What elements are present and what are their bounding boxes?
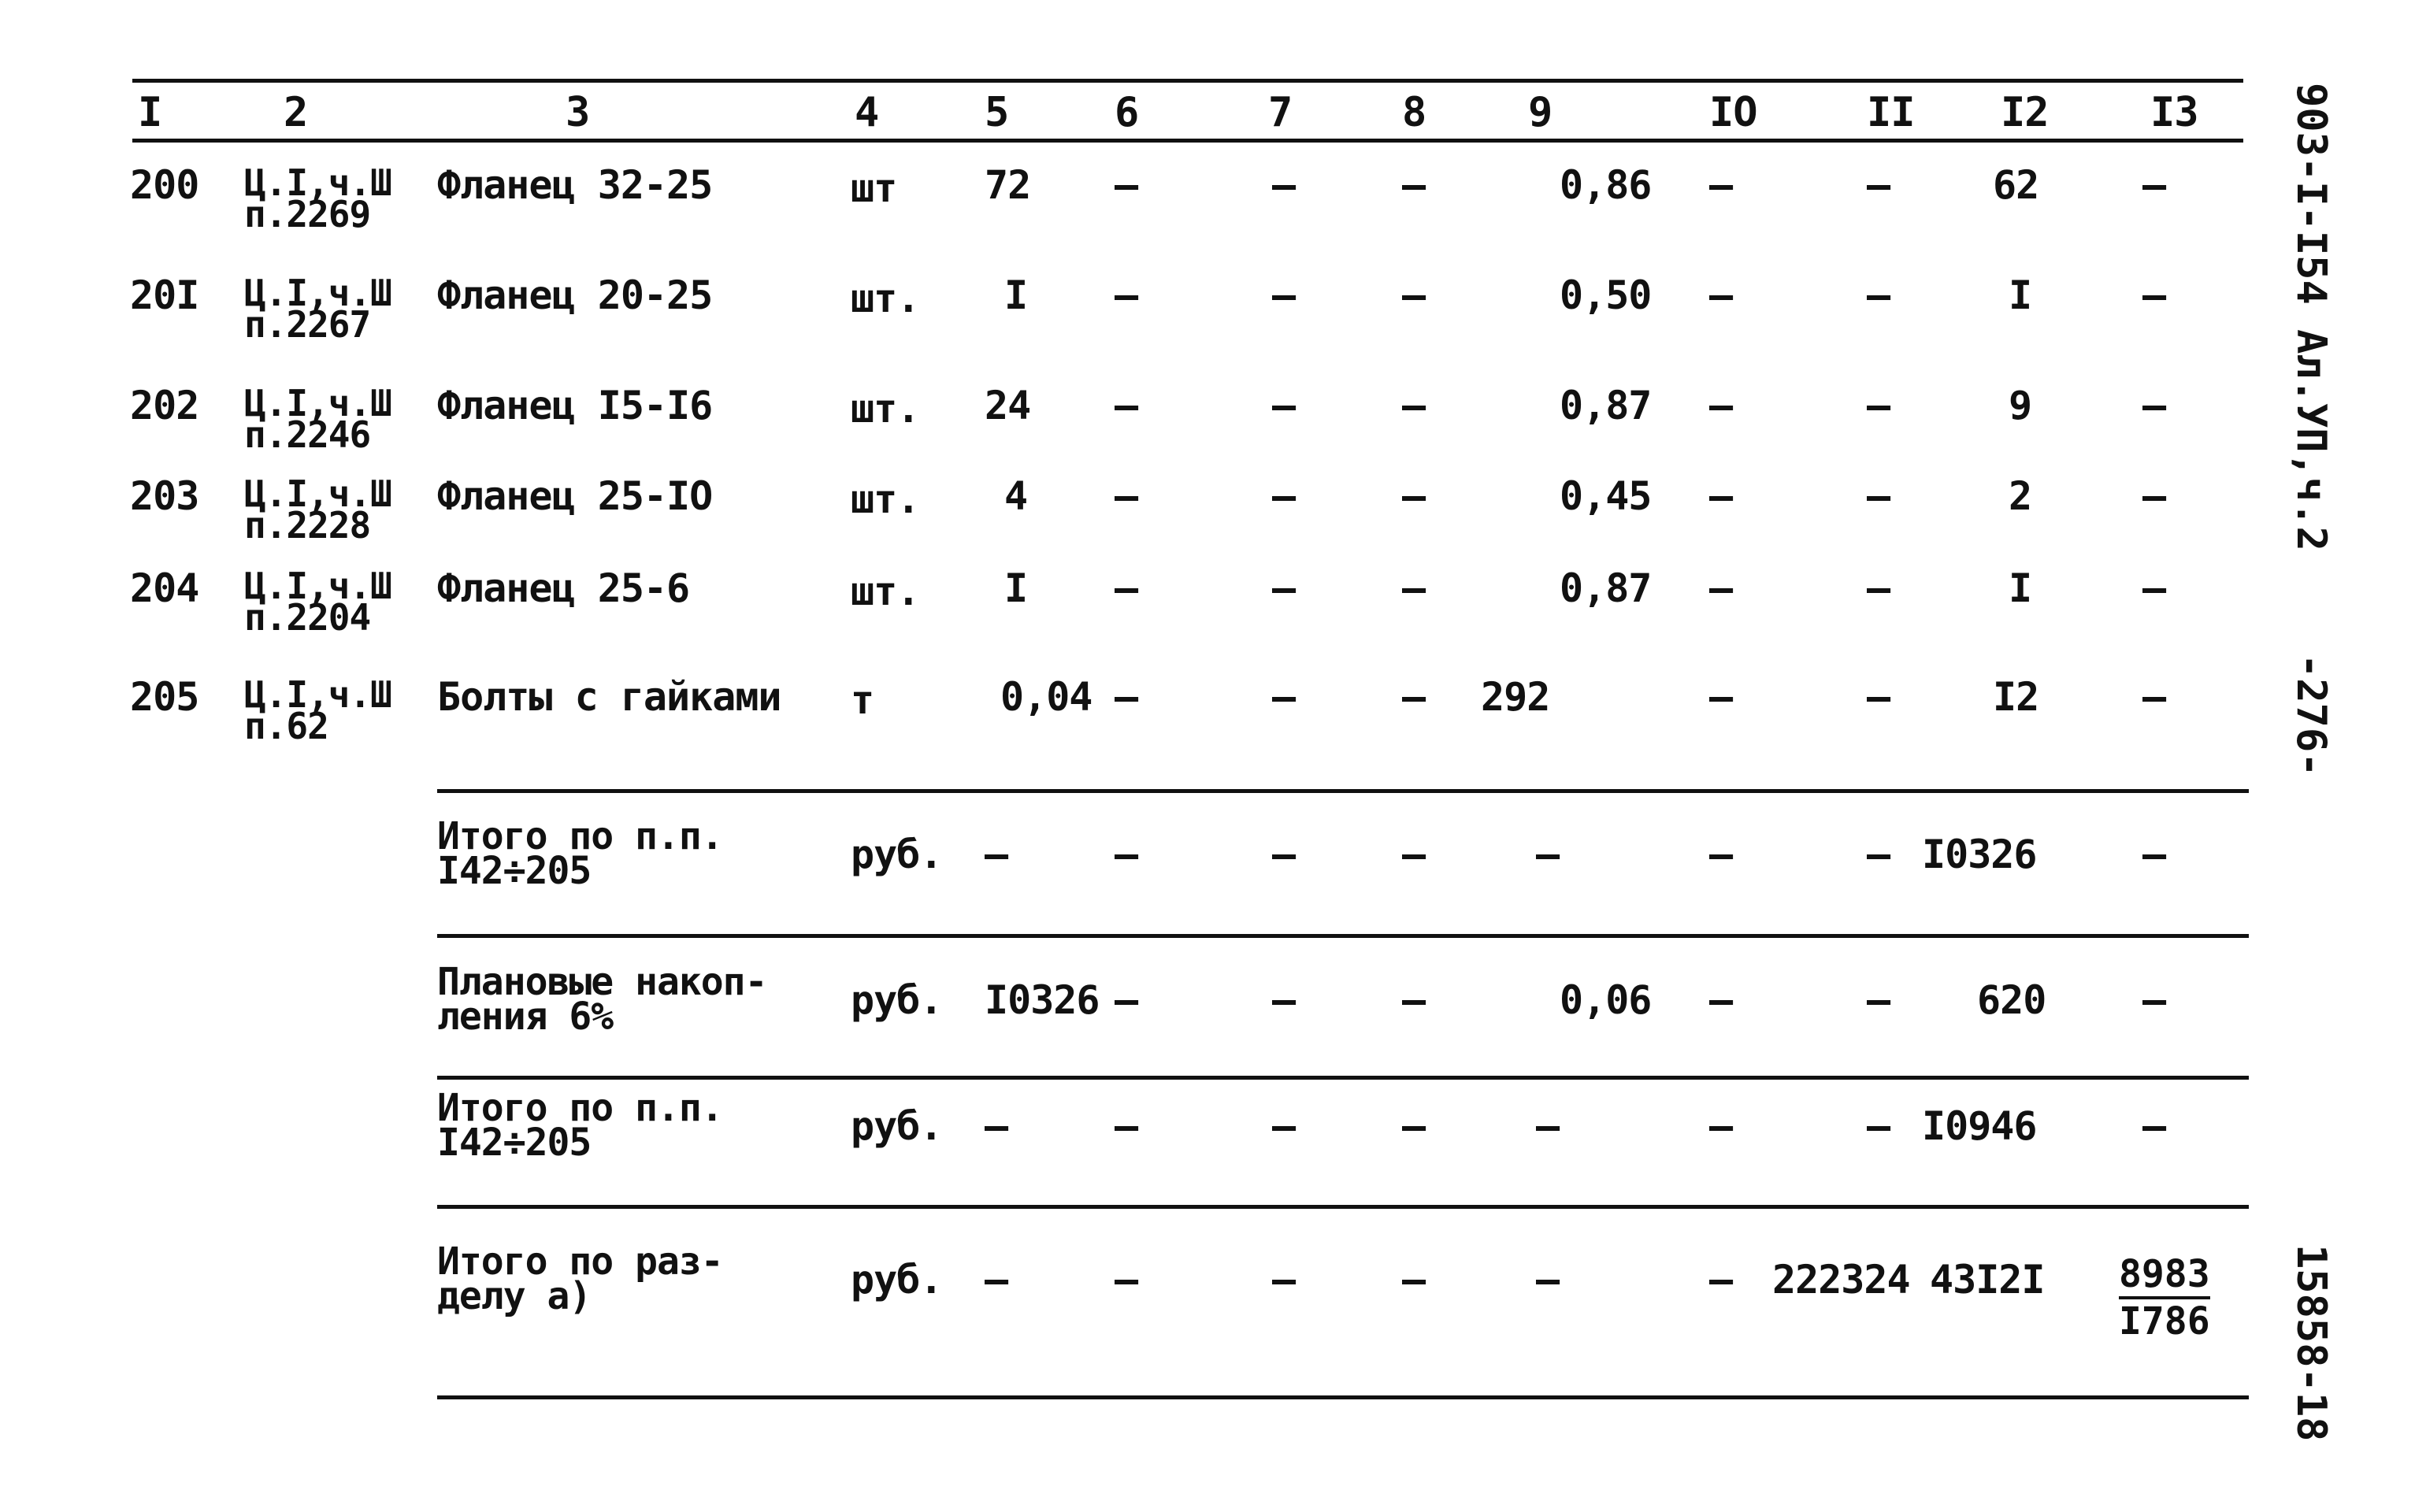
col-header-11: II: [1867, 89, 1915, 136]
row-col-11: –: [1867, 272, 1890, 318]
summary-col-8: –: [1402, 977, 1426, 1023]
summary-unit: руб.: [851, 1257, 943, 1303]
summary-label-line-2: I42÷205: [437, 849, 592, 893]
row-col-13: –: [2142, 674, 2166, 720]
row-col-12: I2: [1993, 674, 2039, 720]
row-col-5: 24: [985, 383, 1031, 428]
row-col-13: –: [2142, 272, 2166, 318]
col-header-9: 9: [1528, 89, 1552, 136]
col-header-7: 7: [1268, 89, 1293, 136]
row-col-8: –: [1402, 565, 1426, 611]
row-col-11: –: [1867, 473, 1890, 519]
row-col-6: –: [1115, 473, 1138, 519]
row-unit: т: [851, 677, 874, 723]
row-code-line-1: Ц.I,ч.Ш: [244, 673, 391, 716]
row-code: [244, 272, 391, 346]
summary-label: [437, 1240, 723, 1318]
fraction-denominator: I786: [2119, 1299, 2210, 1343]
summary-col-8: –: [1402, 1257, 1426, 1303]
summary-col-6: –: [1115, 1103, 1138, 1149]
row-col-10: –: [1709, 565, 1733, 611]
row-name: Болты с гайками: [437, 674, 781, 720]
col-header-10: IO: [1709, 89, 1757, 136]
summary-col-9: –: [1536, 1103, 1560, 1149]
summary-col-13: –: [2142, 832, 2166, 877]
summary-rule-3: [437, 1205, 2249, 1209]
summary-col-11: –: [1867, 832, 1890, 877]
summary-label-line-1: Итого по п.п.: [437, 814, 723, 858]
summary-label-line-1: Плановые накоп-: [437, 960, 767, 1004]
row-name: Фланец 20-25: [437, 272, 713, 318]
summary-label-line-1: Итого по п.п.: [437, 1086, 723, 1130]
col-header-3: 3: [566, 89, 590, 136]
row-col-12: I: [2009, 565, 2032, 611]
row-col-9: 292: [1481, 674, 1550, 720]
summary-col-7: –: [1272, 1257, 1296, 1303]
col-header-1: I: [138, 89, 162, 136]
fraction-numerator: 8983: [2119, 1252, 2210, 1299]
row-col-11: –: [1867, 674, 1890, 720]
summary-col-10: –: [1709, 977, 1733, 1023]
row-number: 200: [130, 162, 199, 208]
summary-col-11: 222324: [1772, 1257, 1910, 1303]
row-code: [244, 673, 391, 747]
row-col-8: –: [1402, 473, 1426, 519]
row-number: 20I: [130, 272, 199, 318]
row-col-9: 0,50: [1560, 272, 1652, 318]
row-col-10: –: [1709, 272, 1733, 318]
row-unit: шт: [851, 165, 897, 211]
row-code-line-1: Ц.I,ч.Ш: [244, 161, 391, 204]
row-code-line-1: Ц.I,ч.Ш: [244, 565, 391, 607]
side-page-number: -276-: [2287, 654, 2335, 777]
summary-rule-2: [437, 1076, 2249, 1080]
summary-col-12: 620: [1977, 977, 2046, 1023]
row-number: 205: [130, 674, 199, 720]
row-number: 202: [130, 383, 199, 428]
row-col-9: 0,87: [1560, 383, 1652, 428]
summary-col-11: –: [1867, 977, 1890, 1023]
row-number: 204: [130, 565, 199, 611]
row-col-5: I: [1004, 565, 1028, 611]
summary-unit: руб.: [851, 1103, 943, 1149]
row-col-11: –: [1867, 383, 1890, 428]
summary-col-10: –: [1709, 1257, 1733, 1303]
summary-col-7: –: [1272, 977, 1296, 1023]
row-code-line-2: п.2246: [244, 413, 371, 456]
row-code: [244, 472, 391, 547]
row-col-8: –: [1402, 162, 1426, 208]
row-col-12: 62: [1993, 162, 2039, 208]
row-code-line-2: п.2267: [244, 303, 371, 346]
summary-col-12: 43I2I: [1930, 1257, 2045, 1303]
summary-col-10: –: [1709, 832, 1733, 877]
row-name: Фланец 25-IO: [437, 473, 713, 519]
row-unit: шт.: [851, 476, 920, 522]
row-col-5: 72: [985, 162, 1031, 208]
side-archive-number: 15858-18: [2287, 1244, 2335, 1442]
row-col-7: –: [1272, 565, 1296, 611]
row-col-6: –: [1115, 162, 1138, 208]
row-code-line-2: п.2204: [244, 596, 371, 639]
row-col-7: –: [1272, 473, 1296, 519]
summary-col-11: –: [1867, 1103, 1890, 1149]
summary-rule-1: [437, 934, 2249, 938]
col-header-8: 8: [1402, 89, 1426, 136]
summary-col-5: –: [985, 1257, 1008, 1303]
row-col-10: –: [1709, 674, 1733, 720]
row-col-12: 2: [2009, 473, 2032, 519]
row-col-6: –: [1115, 674, 1138, 720]
row-col-8: –: [1402, 383, 1426, 428]
summary-col-12: I0326: [1922, 832, 2037, 877]
row-number: 203: [130, 473, 199, 519]
row-col-5: I: [1004, 272, 1028, 318]
row-col-6: –: [1115, 272, 1138, 318]
row-col-13: –: [2142, 473, 2166, 519]
summary-col-6: –: [1115, 1257, 1138, 1303]
col-header-6: 6: [1115, 89, 1139, 136]
row-col-11: –: [1867, 565, 1890, 611]
row-unit: шт.: [851, 276, 920, 321]
header-rule: [132, 139, 2243, 143]
row-code-line-1: Ц.I,ч.Ш: [244, 382, 391, 424]
row-name: Фланец 25-6: [437, 565, 690, 611]
summary-col-12: I0946: [1922, 1103, 2037, 1149]
row-col-6: –: [1115, 565, 1138, 611]
row-col-10: –: [1709, 162, 1733, 208]
summary-col-9: –: [1536, 832, 1560, 877]
summary-label-line-2: I42÷205: [437, 1121, 592, 1165]
side-document-code: 903-I-I54 Ал.УП,ч.2: [2287, 83, 2335, 551]
summary-col-7: –: [1272, 832, 1296, 877]
summary-col-7: –: [1272, 1103, 1296, 1149]
row-col-7: –: [1272, 674, 1296, 720]
summary-col-8: –: [1402, 832, 1426, 877]
row-code-line-1: Ц.I,ч.Ш: [244, 272, 391, 314]
row-col-9: 0,45: [1560, 473, 1652, 519]
col-header-5: 5: [985, 89, 1009, 136]
summary-unit: руб.: [851, 977, 943, 1023]
summary-col-5: I0326: [985, 977, 1100, 1023]
row-col-13: –: [2142, 162, 2166, 208]
row-col-11: –: [1867, 162, 1890, 208]
row-code: [244, 565, 391, 639]
row-code-line-2: п.2228: [244, 504, 371, 547]
row-col-12: 9: [2009, 383, 2032, 428]
summary-label-line-2: делу а): [437, 1274, 592, 1318]
col-header-2: 2: [284, 89, 308, 136]
top-rule: [132, 79, 2243, 83]
summary-label-line-2: ления 6%: [437, 995, 614, 1039]
row-col-13: –: [2142, 565, 2166, 611]
summary-col-6: –: [1115, 977, 1138, 1023]
summary-label: [437, 960, 767, 1039]
col-header-13: I3: [2150, 89, 2198, 136]
row-col-8: –: [1402, 272, 1426, 318]
row-name: Фланец I5-I6: [437, 383, 713, 428]
summary-col-13: –: [2142, 977, 2166, 1023]
summary-col-6: –: [1115, 832, 1138, 877]
row-code-line-2: п.2269: [244, 193, 371, 235]
summary-col-10: –: [1709, 1103, 1733, 1149]
row-col-7: –: [1272, 272, 1296, 318]
row-col-9: 0,87: [1560, 565, 1652, 611]
summary-col-13: –: [2142, 1103, 2166, 1149]
row-col-12: I: [2009, 272, 2032, 318]
body-bottom-rule: [437, 789, 2249, 793]
row-code-line-2: п.62: [244, 705, 328, 747]
summary-rule-4: [437, 1395, 2249, 1399]
row-col-5: 0,04: [1000, 674, 1092, 720]
row-col-8: –: [1402, 674, 1426, 720]
row-col-6: –: [1115, 383, 1138, 428]
summary-col-5: –: [985, 1103, 1008, 1149]
summary-label-line-1: Итого по раз-: [437, 1240, 723, 1284]
row-unit: шт.: [851, 386, 920, 432]
row-col-10: –: [1709, 383, 1733, 428]
row-name: Фланец 32-25: [437, 162, 713, 208]
row-unit: шт.: [851, 569, 920, 614]
row-col-9: 0,86: [1560, 162, 1652, 208]
summary-label: [437, 1086, 723, 1165]
row-code-line-1: Ц.I,ч.Ш: [244, 472, 391, 515]
summary-col-8: –: [1402, 1103, 1426, 1149]
summary-label: [437, 814, 723, 893]
row-col-7: –: [1272, 162, 1296, 208]
summary-col-9: 0,06: [1560, 977, 1652, 1023]
row-code: [244, 382, 391, 456]
summary-col-5: –: [985, 832, 1008, 877]
summary-col-9: –: [1536, 1257, 1560, 1303]
row-col-7: –: [1272, 383, 1296, 428]
summary-col-13-fraction: [2119, 1252, 2210, 1343]
summary-unit: руб.: [851, 832, 943, 877]
col-header-12: I2: [2001, 89, 2049, 136]
row-col-13: –: [2142, 383, 2166, 428]
row-col-5: 4: [1004, 473, 1028, 519]
col-header-4: 4: [855, 89, 879, 136]
row-code: [244, 161, 391, 235]
row-col-10: –: [1709, 473, 1733, 519]
